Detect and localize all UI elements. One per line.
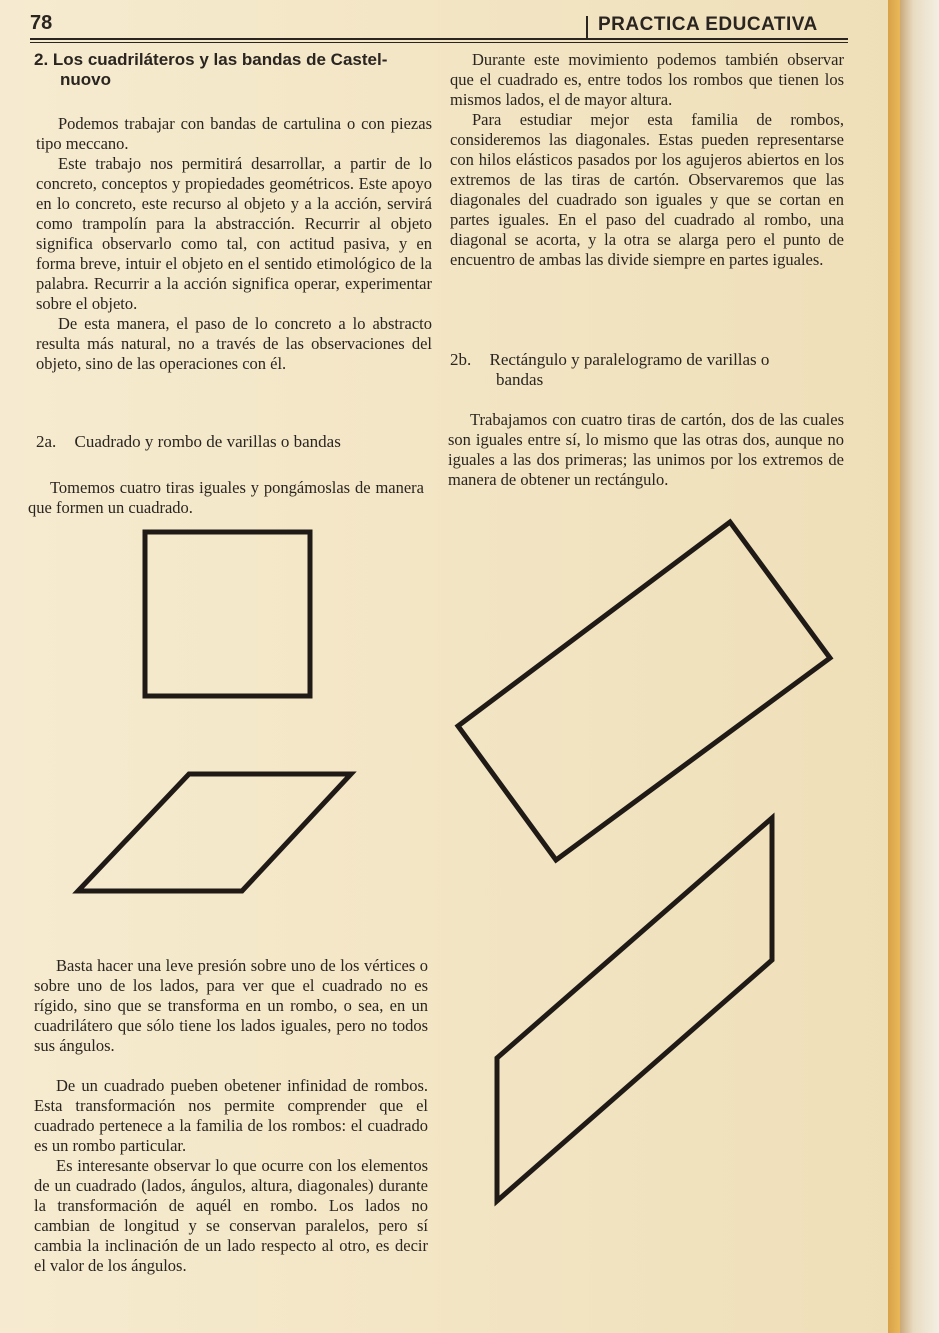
subsection-title-line2: bandas (496, 370, 544, 389)
subsection-number: 2b. (450, 350, 472, 369)
paragraph: Podemos trabajar con bandas de cartulina o con piezas tipo meccano. (36, 114, 432, 153)
section-heading-line2: nuovo (60, 70, 111, 89)
paragraph: De esta manera, el paso de lo concreto a lo abstracto resulta más natural, no a través de las observaciones del objeto, sino de las operaciones con él. (36, 314, 432, 373)
paragraph: Es interesante observar lo que ocurre con los elementos de un cuadrado (lados, ángulos, altura, diagonales) durante la transformación de aquél en rombo. Los lados no cambian de longitud y se conservan paralelos, pero sí cambia la inclinación de un lado respecto al otro, es decir el valor de los ángulos. (34, 1156, 428, 1275)
subsection-number: 2a. (36, 432, 57, 451)
paragraph: Basta hacer una leve presión sobre uno de los vértices o sobre uno de los lados, para ver que el cuadrado no es rígido, sino que se transforma en un rombo, o sea, en un cuadrilátero que sólo tiene los lados iguales, pero no todos sus ángulos. (34, 956, 428, 1055)
page-number: 78 (30, 12, 53, 34)
paragraph: Durante este movimiento podemos también observar que el cuadrado es, entre todos los rombos que tienen los mismos lados, el de mayor altura. (450, 50, 844, 109)
square-figure (145, 532, 310, 696)
subsection-title: Cuadrado y rombo de varillas o bandas (74, 432, 341, 451)
paragraph: Trabajamos con cuatro tiras de cartón, dos de las cuales son iguales entre sí, lo mismo que las otras dos, aunque no iguales a las dos primeras; las unimos por los extremos de manera de obtener un rectángulo. (448, 410, 844, 489)
rhombus-figure (78, 774, 351, 891)
running-title: PRACTICA EDUCATIVA (598, 14, 818, 35)
paragraph: Para estudiar mejor esta familia de rombos, consideremos las diagonales. Estas pueden representarse con hilos elásticos pasados por los agujeros abiertos en los extremos de las tiras de cartón. Observaremos que las diagonales del cuadrado son iguales y que se cortan en partes iguales. En el paso del cuadrado al rombo, una diagonal se acorta, y la otra se alarga pero el punto de encuentro de ambas las divide siempre en partes iguales. (450, 110, 844, 269)
parallelogram-figure (497, 818, 772, 1201)
paragraph: Tomemos cuatro tiras iguales y pongámoslas de manera que formen un cuadrado. (28, 478, 424, 517)
subsection-title: Rectángulo y paralelogramo de varillas o (489, 350, 770, 369)
paragraph: Este trabajo nos permitirá desarrollar, a partir de lo concreto, conceptos y propiedades geométricos. Este apoyo en lo concreto, este recurso al objeto y a la acción, servirá como trampolín para la abstracción. Recurrir al objeto significa observarlo como tal, con actitud pasiva, y en forma breve, intuir el objeto en el sentido etimológico de la palabra. Recurrir a la acción significa operar, experimentar sobre el objeto. (36, 154, 432, 313)
paragraph: De un cuadrado pueben obetener infinidad de rombos. Esta transformación nos permite comprender que el cuadrado pertenece a la familia de los rombos: el cuadrado es un rombo particular. (34, 1076, 428, 1155)
rectangle-figure (458, 522, 830, 860)
section-heading-line1: 2. Los cuadriláteros y las bandas de Castel- (34, 50, 388, 69)
